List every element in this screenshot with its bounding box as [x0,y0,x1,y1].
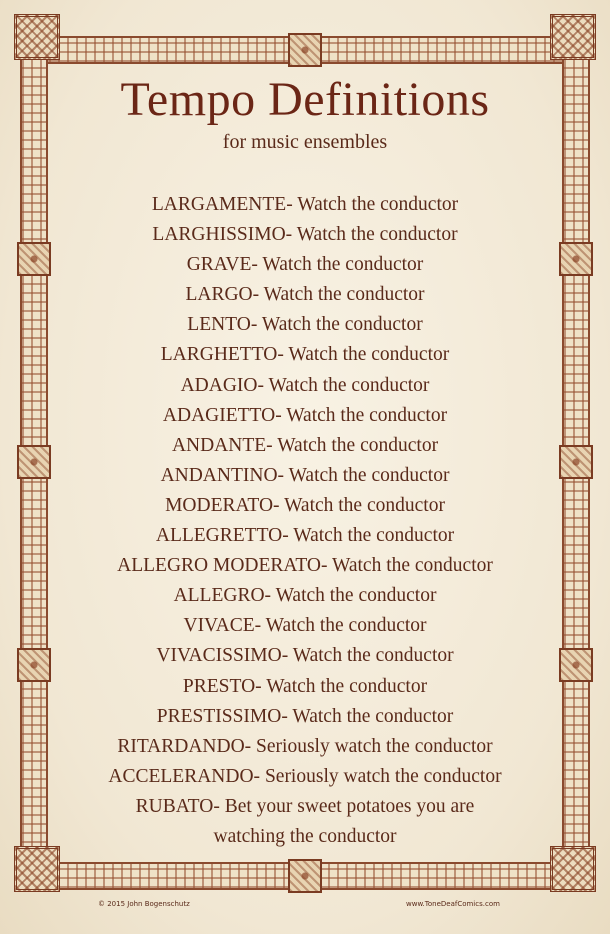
tempo-term: ADAGIETTO- [162,404,282,426]
medallion-ornament-icon [559,242,593,276]
list-item [60,280,550,310]
tempo-term: LENTO- [187,314,258,336]
list-item [60,461,550,491]
website-url: www.ToneDeafComics.com [406,900,500,908]
medallion-ornament-icon [17,648,51,682]
tempo-definition: Seriously watch the conductor [251,735,493,757]
tempo-definition: Watch the conductor [259,284,425,306]
tempo-term: VIVACE- [183,615,262,637]
tempo-definition: Watch the conductor [257,314,423,336]
tempo-definition: Watch the conductor [264,374,430,396]
list-item [60,702,550,732]
medallion-ornament-icon [17,445,51,479]
medallion-ornament-icon [17,242,51,276]
tempo-definition: Watch the conductor [292,194,459,215]
tempo-term: LARGAMENTE- [151,194,293,215]
tempo-definition: Watch the conductor [292,224,458,246]
list-item [60,310,550,340]
medallion-ornament-icon [288,859,322,893]
tempo-term: LARGHISSIMO- [152,224,293,246]
tempo-definition: Watch the conductor [284,464,450,486]
tempo-term: ANDANTINO- [160,464,285,486]
list-item [60,250,550,280]
tempo-definition: Bet your sweet potatoes you are watching the conductor [213,795,475,847]
tempo-definition: Watch the conductor [288,645,454,667]
medallion-ornament-icon [559,445,593,479]
corner-ornament-icon [14,14,60,60]
tempo-term: GRAVE- [186,254,258,276]
list-item [60,762,550,792]
page-subtitle: for music ensembles [222,131,388,153]
medallion-ornament-icon [288,33,322,67]
tempo-definition: Watch the conductor [283,344,450,366]
list-item [60,641,550,671]
tempo-term: ANDANTE- [171,434,273,456]
tempo-term: ALLEGRETTO- [155,525,289,547]
list-item [60,611,550,641]
tempo-term: ALLEGRO- [173,585,272,607]
medallion-ornament-icon [559,648,593,682]
tempo-definition: Watch the conductor [279,494,445,516]
tempo-term: PRESTISSIMO- [156,705,288,727]
tempo-definition: Watch the conductor [257,254,424,276]
list-item [60,220,550,250]
tempo-definition: Watch the conductor [271,585,437,607]
list-item [60,431,550,461]
tempo-term: LARGHETTO- [160,344,284,366]
list-item [60,521,550,551]
copyright-notice: © 2015 John Bogenschutz [98,900,190,908]
tempo-term: RITARDANDO- [117,735,252,757]
tempo-definition: Watch the conductor [261,615,427,637]
list-item [60,340,550,370]
list-item [60,672,550,702]
list-item [60,190,550,220]
tempo-definition: Watch the conductor [327,555,493,577]
tempo-term: LARGO- [185,284,260,306]
tempo-definitions-list [60,190,550,852]
tempo-term: VIVACISSIMO- [156,645,289,667]
list-item [60,401,550,431]
tempo-definition: Watch the conductor [288,525,455,547]
tempo-term: RUBATO- [135,795,220,817]
tempo-definition: Seriously watch the conductor [260,765,502,787]
tempo-term: ADAGIO- [180,374,264,396]
tempo-term: PRESTO- [182,675,262,697]
corner-ornament-icon [14,846,60,892]
page-title: Tempo Definitions [120,73,490,126]
corner-ornament-icon [550,14,596,60]
corner-ornament-icon [550,846,596,892]
tempo-definition: Watch the conductor [272,434,439,456]
list-item [60,371,550,401]
tempo-definition: Watch the conductor [287,705,454,727]
tempo-definition: Watch the conductor [281,404,448,426]
tempo-term: ALLEGRO MODERATO- [117,555,328,577]
tempo-term: ACCELERANDO- [108,765,261,787]
list-item [60,491,550,521]
list-item [60,551,550,581]
list-item [60,732,550,762]
tempo-term: MODERATO- [165,494,280,516]
list-item [60,581,550,611]
tempo-definition: Watch the conductor [261,675,428,697]
list-item [60,792,550,852]
